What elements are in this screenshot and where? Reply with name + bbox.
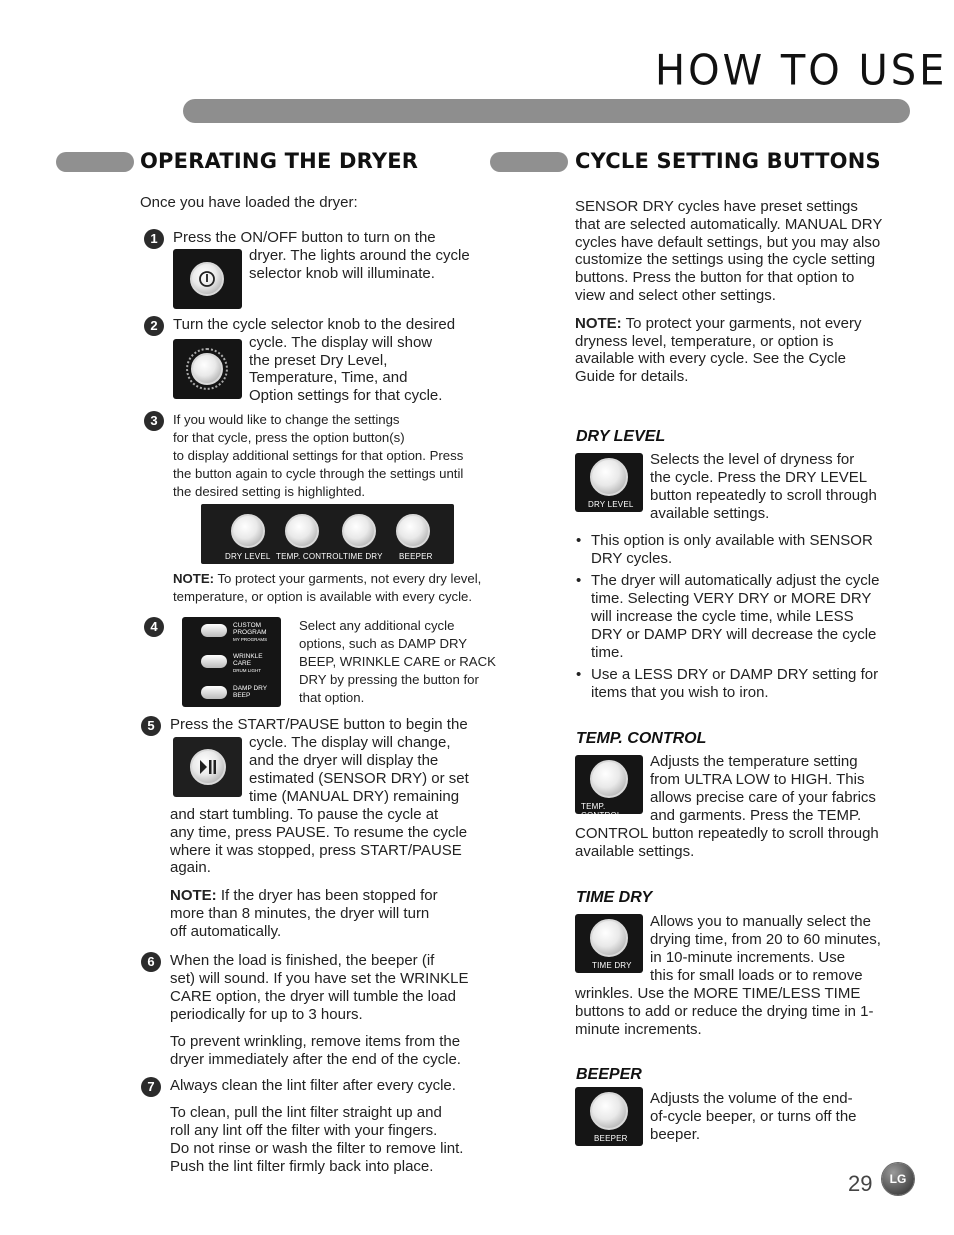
bullet-3: • Use a LESS DRY or DAMP DRY setting for items that you wish to iron.	[576, 666, 906, 702]
temp-control-knob-icon	[285, 514, 319, 548]
section-title-cycle-setting: CYCLE SETTING BUTTONS	[575, 149, 881, 173]
beeper-knob-icon	[396, 514, 430, 548]
time-dry-line2: drying time, from 20 to 60 minutes,	[650, 931, 881, 948]
time-dry-line6: buttons to add or reduce the drying time in 1-	[575, 1003, 874, 1020]
play-pause-icon	[198, 758, 218, 776]
wrinkle-care-button-icon	[201, 655, 227, 668]
temp-control-line2: from ULTRA LOW to HIGH. This	[650, 771, 865, 788]
subheading-time-dry: TIME DRY	[576, 889, 653, 906]
step7-p2-line4: Push the lint filter firmly back into place.	[170, 1158, 434, 1175]
step-number-6: 6	[141, 952, 161, 972]
step4-line3: BEEP, WRINKLE CARE or RACK	[299, 654, 496, 669]
step2-line5: Option settings for that cycle.	[249, 387, 443, 404]
beeper-line2: of-cycle beeper, or turns off the	[650, 1108, 857, 1125]
temp-control-line6: available settings.	[575, 843, 695, 860]
step2-line3: the preset Dry Level,	[249, 352, 388, 369]
dry-level-line3: button repeatedly to scroll through	[650, 487, 877, 504]
step5-line1: Press the START/PAUSE button to begin the	[170, 716, 468, 733]
panel-label-time-dry: TIME DRY	[343, 552, 383, 561]
step-number-5: 5	[141, 716, 161, 736]
cycle-knob-image	[173, 339, 242, 399]
panel-label-temp-control: TEMP. CONTROL	[276, 552, 344, 561]
time-dry-line3: in 10-minute increments. Use	[650, 949, 846, 966]
subheading-beeper: BEEPER	[576, 1066, 642, 1083]
step-number-7: 7	[141, 1077, 161, 1097]
step3-line5: the desired setting is highlighted.	[173, 484, 366, 499]
step4-line2: options, such as DAMP DRY	[299, 636, 468, 651]
time-dry-button-icon	[590, 919, 628, 957]
step2-line2: cycle. The display will show	[249, 334, 433, 351]
step6-line4: periodically for up to 3 hours.	[170, 1006, 363, 1023]
right-note-line3: available with every cycle. See the Cycle	[575, 350, 846, 367]
right-note-line1: NOTE: To protect your garments, not every	[575, 315, 862, 332]
step6-line3: CARE option, the dryer will tumble the load	[170, 988, 456, 1005]
bullet-2: • The dryer will automatically adjust the cycle time. Selecting VERY DRY or MORE DRY will increase the cycle time, while LESS DRY or DAMP DRY will decrease the cycle time.	[576, 572, 906, 662]
step6-p2-line2: dryer immediately after the end of the cycle.	[170, 1051, 461, 1068]
step5-note-line2: more than 8 minutes, the dryer will turn	[170, 905, 430, 922]
dry-level-bullets	[576, 532, 906, 706]
step5-note-line3: off automatically.	[170, 923, 282, 940]
right-intro-line1: SENSOR DRY cycles have preset settings	[575, 198, 858, 215]
right-note-line4: Guide for details.	[575, 368, 689, 385]
temp-control-button-icon	[590, 760, 628, 798]
subheading-temp-control: TEMP. CONTROL	[576, 730, 707, 747]
bullet-1: • This option is only available with SENSOR DRY cycles.	[576, 532, 906, 568]
temp-control-line4: and garments. Press the TEMP.	[650, 807, 862, 824]
right-intro-line3: cycles have default settings, but you may also	[575, 234, 881, 251]
step5-line8: where it was stopped, press START/PAUSE	[170, 842, 462, 859]
step5-line4: estimated (SENSOR DRY) or set	[249, 770, 469, 787]
subheading-dry-level: DRY LEVEL	[576, 428, 666, 445]
step3-note-line2: temperature, or option is available with every cycle.	[173, 589, 473, 604]
step6-line2: set) will sound. If you have set the WRINKLE	[170, 970, 469, 987]
step2-line1: Turn the cycle selector knob to the desired	[173, 316, 456, 333]
beeper-line1: Adjusts the volume of the end-	[650, 1090, 853, 1107]
lg-logo-icon: LG	[882, 1163, 914, 1195]
time-dry-line5: wrinkles. Use the MORE TIME/LESS TIME	[575, 985, 861, 1002]
time-dry-line4: this for small loads or to remove	[650, 967, 863, 984]
step7-p2-line2: roll any lint off the filter with your fingers.	[170, 1122, 438, 1139]
step3-line2: for that cycle, press the option button(s)	[173, 430, 405, 445]
dry-level-knob-icon	[231, 514, 265, 548]
right-intro-line6: view and select other settings.	[575, 287, 776, 304]
panel-label-dry-level: DRY LEVEL	[225, 552, 271, 561]
step3-line3: to display additional settings for that option. Press	[173, 448, 464, 463]
start-pause-button-image	[173, 737, 242, 797]
step7-line1: Always clean the lint filter after every cycle.	[170, 1077, 456, 1094]
dry-level-line2: the cycle. Press the DRY LEVEL	[650, 469, 868, 486]
step5-line9: again.	[170, 859, 211, 876]
right-intro-line4: customize the settings using the cycle setting	[575, 251, 876, 268]
temp-control-line3: allows precise care of your fabrics	[650, 789, 876, 806]
step3-note-line1: NOTE: To protect your garments, not every dry level,	[173, 571, 482, 586]
page-number: 29	[848, 1171, 873, 1196]
dry-level-line1: Selects the level of dryness for	[650, 451, 855, 468]
step4-line1: Select any additional cycle	[299, 618, 455, 633]
step5-line2: cycle. The display will change,	[249, 734, 451, 751]
dry-level-button-image: DRY LEVEL	[575, 453, 643, 512]
page-header-title: HOW TO USE	[655, 46, 948, 96]
knob-icon	[191, 353, 223, 385]
header-bar	[183, 99, 910, 123]
step3-line1: If you would like to change the settings	[173, 412, 400, 427]
time-dry-knob-icon	[342, 514, 376, 548]
step1-line2: dryer. The lights around the cycle	[249, 247, 470, 264]
power-icon	[197, 269, 217, 289]
temp-control-line1: Adjusts the temperature setting	[650, 753, 858, 770]
temp-control-line5: CONTROL button repeatedly to scroll through	[575, 825, 879, 842]
step3-line4: the button again to cycle through the settings until	[173, 466, 464, 481]
right-note-line2: dryness level, temperature, or option is	[575, 333, 834, 350]
dry-level-button-icon	[590, 458, 628, 496]
custom-program-button-icon	[201, 624, 227, 637]
step-number-4: 4	[144, 617, 164, 637]
beeper-button-image: BEEPER	[575, 1087, 643, 1146]
step2-line4: Temperature, Time, and	[249, 369, 408, 386]
step6-line1: When the load is finished, the beeper (if	[170, 952, 435, 969]
options-panel-image: CUSTOM PROGRAM MY PROGRAMS WRINKLE CARE DRUM LIGHT DAMP DRY BEEP	[182, 617, 281, 707]
beeper-button-icon	[590, 1092, 628, 1130]
step-number-2: 2	[144, 316, 164, 336]
step7-p2-line3: Do not rinse or wash the filter to remove lint.	[170, 1140, 464, 1157]
step1-line1: Press the ON/OFF button to turn on the	[173, 229, 436, 246]
right-intro-line5: buttons. Press the button for that option to	[575, 269, 855, 286]
step5-line6: and start tumbling. To pause the cycle at	[170, 806, 439, 823]
section-pill-right	[490, 152, 568, 172]
step4-line5: that option.	[299, 690, 365, 705]
time-dry-button-image: TIME DRY	[575, 914, 643, 973]
step-number-1: 1	[144, 229, 164, 249]
intro-text: Once you have loaded the dryer:	[140, 194, 358, 211]
step6-p2-line1: To prevent wrinkling, remove items from the	[170, 1033, 461, 1050]
power-button-image	[173, 249, 242, 309]
step4-line4: DRY by pressing the button for	[299, 672, 479, 687]
right-intro-line2: that are selected automatically. MANUAL DRY	[575, 216, 883, 233]
step5-line3: and the dryer will display the	[249, 752, 439, 769]
time-dry-line1: Allows you to manually select the	[650, 913, 871, 930]
step1-line3: selector knob will illuminate.	[249, 265, 435, 282]
beeper-line3: beeper.	[650, 1126, 701, 1143]
step5-line5: time (MANUAL DRY) remaining	[249, 788, 460, 805]
panel-label-beeper: BEEPER	[399, 552, 433, 561]
time-dry-line7: minute increments.	[575, 1021, 702, 1038]
step5-note-line1: NOTE: If the dryer has been stopped for	[170, 887, 438, 904]
step7-p2-line1: To clean, pull the lint filter straight up and	[170, 1104, 442, 1121]
damp-dry-beep-button-icon	[201, 686, 227, 699]
dry-level-line4: available settings.	[650, 505, 770, 522]
section-title-operating: OPERATING THE DRYER	[140, 149, 419, 173]
step5-line7: any time, press PAUSE. To resume the cycle	[170, 824, 468, 841]
section-pill-left	[56, 152, 134, 172]
step-number-3: 3	[144, 411, 164, 431]
temp-control-button-image: TEMP. CONTROL	[575, 755, 643, 814]
option-buttons-panel	[201, 504, 454, 564]
